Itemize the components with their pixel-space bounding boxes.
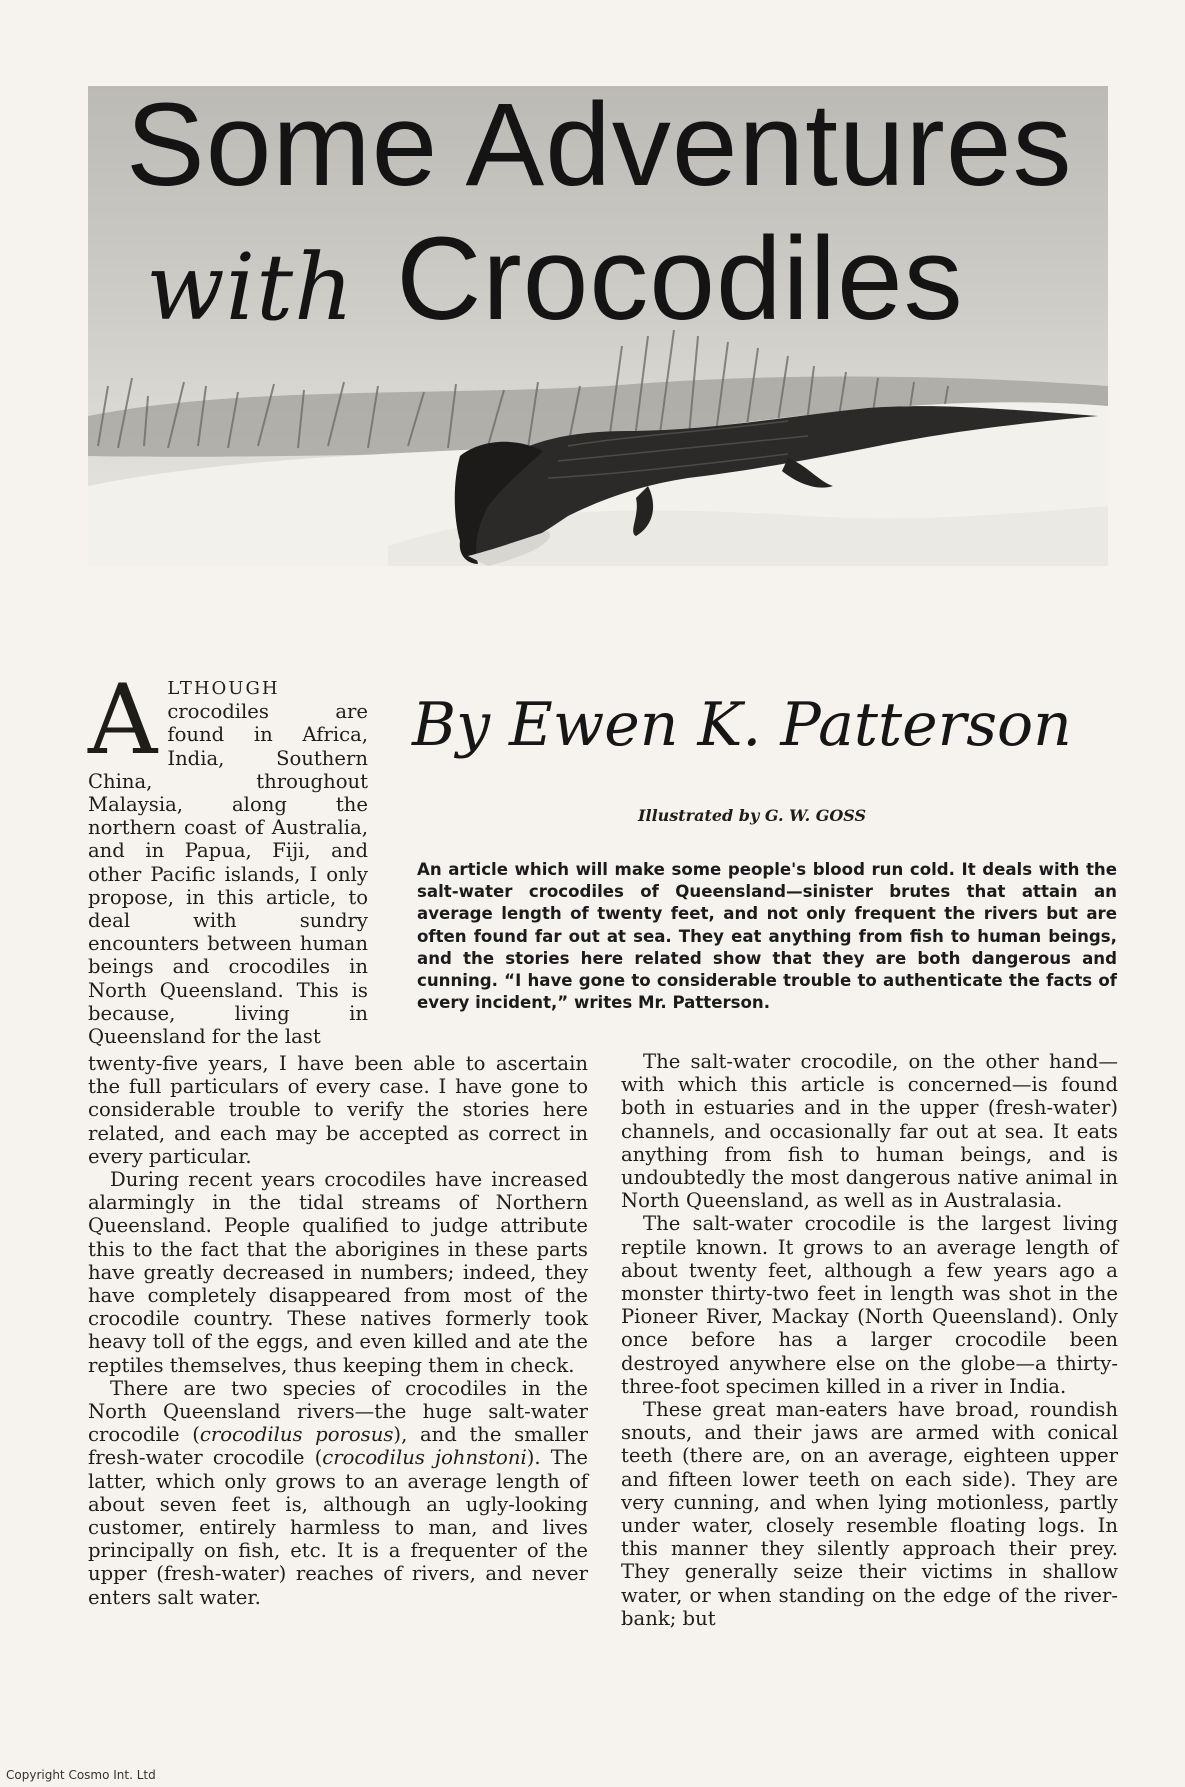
paragraph-salt-water: The salt-water crocodile, on the other hand—with which this article is concerned—is found both in estuaries and in the upper (fresh-water) channels, and occasionally far out at sea. It eats anything from fish to human beings, and is undoubtedly the most dangerous native animal in North Queensland, as well as in Australasia. [621,1050,1118,1213]
species-latin-porosus: crocodilus porosus [199,1423,394,1447]
intro-column [88,664,368,1049]
title-line-1: Some Adventures [126,86,1073,211]
species-text-a: There are two species of crocodiles in the North Queensland rivers—the huge salt-water crocodile ( [88,1376,588,1447]
paragraph-recent-years: During recent years crocodiles have increased alarmingly in the tidal streams of Northern Queensland. People qualified to judge attribute this to the fact that the aborigines in these parts have greatly decreased in numbers; indeed, they have completely disappeared from most of the crocodile country. These natives formerly took heavy toll of the eggs, and even killed and ate the reptiles themselves, thus keeping them in check. [88,1168,588,1377]
paragraph-man-eaters: These great man-eaters have broad, roundish snouts, and their jaws are armed with conical teeth (there are, on an average, eighteen upper and fifteen lower teeth on each side). They are very cunning, and when lying motionless, partly under water, closely resemble floating logs. In this manner they silently approach their prey. They generally seize their victims in shallow water, or when standing on the edge of the river-bank; but [621,1398,1118,1630]
title-line-2 [146,214,964,353]
intro-text: crocodiles are found in Africa, India, Southern China, throughout Malaysia, along the northern coast of Australia, and in Papua, Fiji, and other Pacific islands, I only propose, in this article, to deal with sundry encounters between human beings and crocodiles in North Queensland. This is because, living in Queensland for the last [88,700,368,1049]
copyright-notice: Copyright Cosmo Int. Ltd [6,1768,156,1782]
author-byline: By Ewen K. Patterson [412,690,1072,760]
left-column [88,1052,588,1609]
header-illustration [88,86,1108,566]
drop-cap: A [88,664,158,776]
intro-continuation: twenty-five years, I have been able to ascertain the full particulars of every case. I have gone to considerable trouble to verify the stories here related, and each may be accepted as correct in every particular. [88,1052,588,1168]
intro-smallcaps: LTHOUGH [167,678,280,699]
species-latin-johnstoni: crocodilus johnstoni [322,1446,527,1470]
title-with: with [146,234,355,341]
intro-paragraph [88,664,368,1049]
standfirst: An article which will make some people's blood run cold. It deals with the salt-water crocodiles of Queensland—sinister brutes that attain an average length of twenty feet, and not only frequent the rivers but are often found far out at sea. They eat anything from fish to human beings, and the stories here related show that they are both dangerous and cunning. “I have gone to considerable trouble to authenticate the facts of every incident,” writes Mr. Patterson. [417,860,1117,1013]
paragraph-largest-reptile: The salt-water crocodile is the largest living reptile known. It grows to an average length of about twenty feet, although a few years ago a monster thirty-two feet in length was shot in the Pioneer River, Mackay (North Queensland). Only once before has a larger crocodile been destroyed anywhere else on the globe—a thirty-three-foot specimen killed in a river in India. [621,1212,1118,1398]
illustrator-credit: Illustrated by G. W. GOSS [638,806,867,825]
paragraph-species [88,1377,588,1609]
right-column [621,1050,1118,1630]
title-crocodiles: Crocodiles [396,213,964,345]
species-text-b: ), and the smaller fresh-water crocodile ( [88,1423,588,1470]
species-text-c: ). The latter, which only grows to an average length of about seven feet is, although an ugly-looking customer, entirely harmless to man, and lives principally on fish, etc. It is a frequenter of the upper (fresh-water) reaches of rivers, and never enters salt water. [88,1446,588,1609]
